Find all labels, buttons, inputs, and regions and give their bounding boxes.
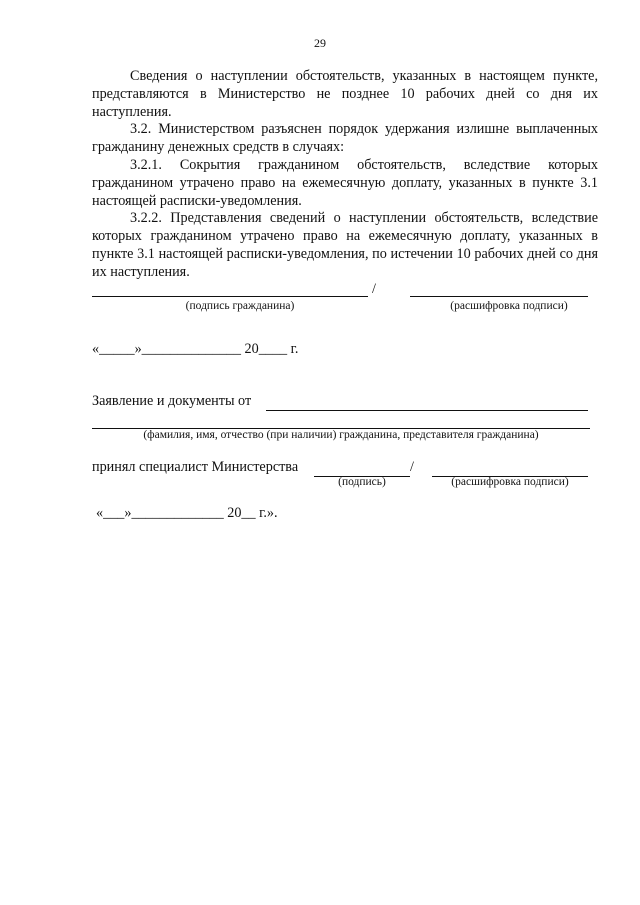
page-number: 29 <box>314 36 326 50</box>
application-label: Заявление и документы от <box>92 393 252 409</box>
specialist-signature-caption: (подпись) <box>338 476 386 488</box>
signature-separator: / <box>372 281 376 297</box>
body-text <box>92 68 598 282</box>
paragraph-deadline: Сведения о наступлении обстоятельств, указанных в настоящем пункте, представляются в Министерство не позднее 10 рабочих дней со дня их наступления. <box>92 68 598 120</box>
citizen-decoding-caption: (расшифровка подписи) <box>450 300 568 312</box>
paragraph-3-2-1: 3.2.1. Сокрытия гражданином обстоятельств, вследствие которых гражданином утрачено право на ежемесячную доплату, указанных в пункте 3.1 настоящей расписки-уведомления. <box>92 156 598 209</box>
citizen-signature-caption: (подпись гражданина) <box>185 300 295 312</box>
citizen-signature-line[interactable] <box>92 296 368 297</box>
application-from-line[interactable] <box>266 410 588 411</box>
fio-caption: (фамилия, имя, отчество (при наличии) гражданина, представителя гражданина) <box>143 429 539 441</box>
paragraph-3-2: 3.2. Министерством разъяснен порядок удержания излишне выплаченных гражданину денежных средств в случаях: <box>92 121 598 156</box>
paragraph-3-2-2: 3.2.2. Представления сведений о наступлении обстоятельств, вследствие которых гражданином утрачено право на ежемесячную доплату, указанных в пункте 3.1 настоящей расписки-уведомления, по истечении 10 рабочих дней со дня их наступления. <box>92 210 598 280</box>
date-line-2[interactable]: «___»_____________ 20__ г.». <box>96 505 278 521</box>
date-line-1[interactable]: «_____»______________ 20____ г. <box>92 341 299 357</box>
specialist-separator: / <box>410 459 414 475</box>
specialist-decoding-caption: (расшифровка подписи) <box>451 476 569 488</box>
accepted-label: принял специалист Министерства <box>92 459 299 475</box>
citizen-decoding-line[interactable] <box>410 296 588 297</box>
